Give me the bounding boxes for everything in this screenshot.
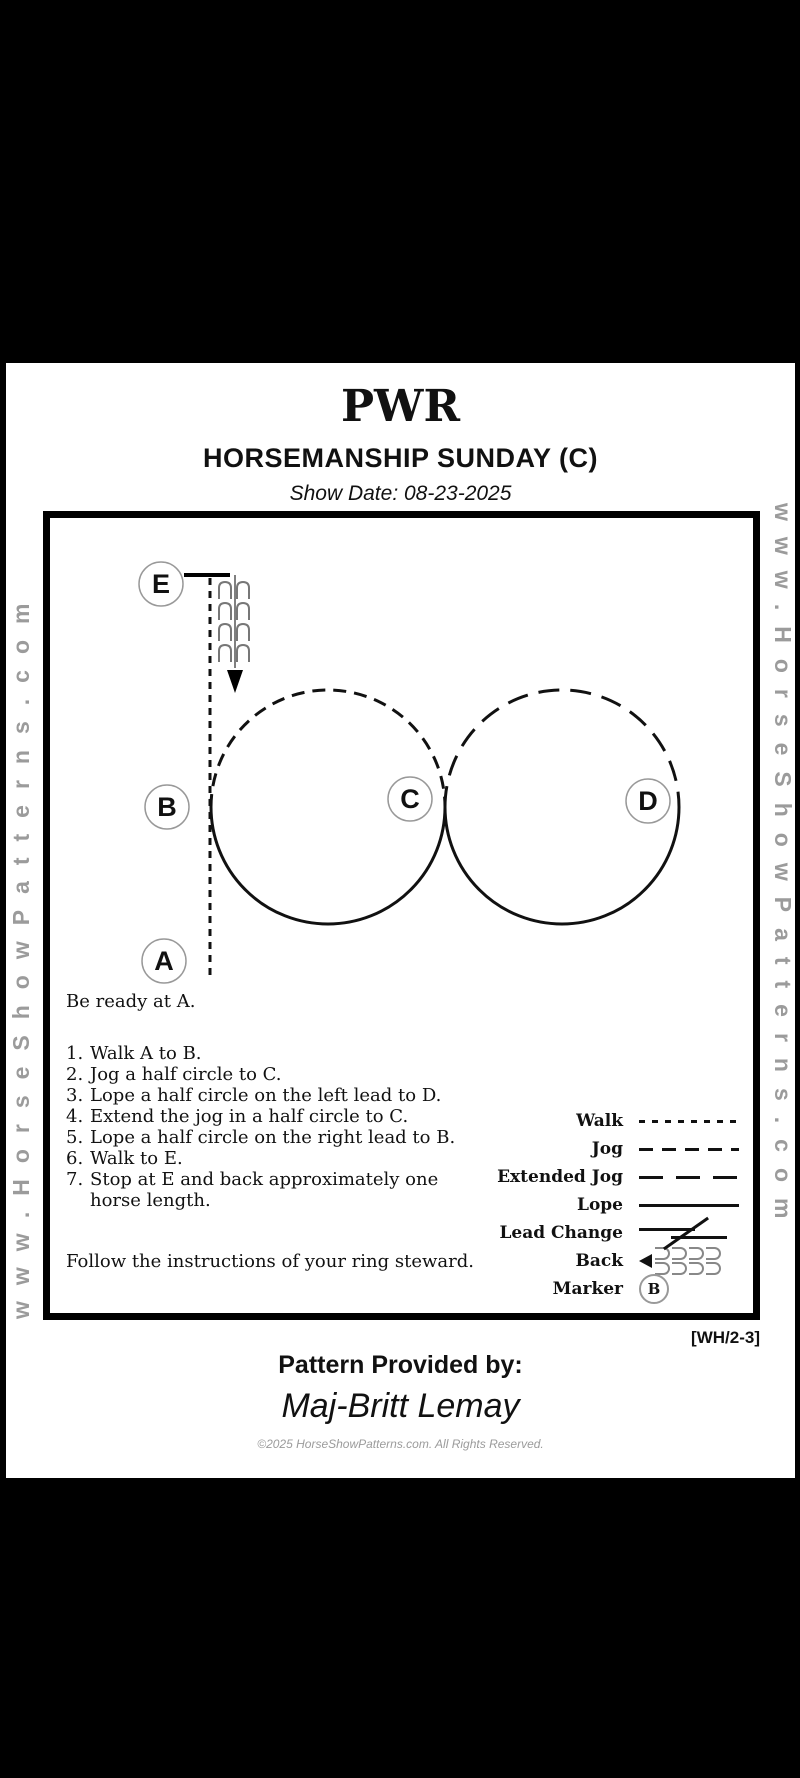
step-text: Stop at E and back approximately one horse length. [90,1169,439,1211]
step-text: Lope a half circle on the left lead to D. [90,1085,442,1106]
legend-label: Extended Jog [497,1167,623,1187]
back-symbol [639,1246,745,1276]
marker-d [626,779,670,823]
step-number: 1. [66,1043,84,1064]
legend-label: Back [575,1251,623,1271]
left-circle-lope-arc [211,807,445,924]
legend-row-extended-jog [473,1163,749,1191]
back-arrow-icon [639,1254,652,1268]
legend-row-lead-change [473,1219,749,1247]
legend-label: Marker [552,1279,623,1299]
legend [473,1107,749,1303]
step-text: Lope a half circle on the right lead to B. [90,1127,456,1148]
provided-by-name: Maj-Britt Lemay [281,1387,520,1425]
legend-label: Jog [591,1139,623,1159]
legend-row-walk [473,1107,749,1135]
step-text: Walk to E. [90,1148,183,1169]
right-circle-lope-arc [445,807,679,924]
marker-b-label: B [157,792,177,822]
step-row [66,1106,476,1127]
step-row [66,1085,476,1106]
instructions-outro: Follow the instructions of your ring steward. [66,1251,474,1272]
marker-d-label: D [638,786,658,816]
legend-label: Walk [576,1111,623,1131]
legend-label: Lead Change [499,1223,623,1243]
step-text: Walk A to B. [90,1043,202,1064]
copyright-text: ©2025 HorseShowPatterns.com. All Rights Reserved. [257,1437,544,1451]
step-number: 7. [66,1169,84,1190]
marker-sample-circle: B [639,1274,669,1304]
jog-line-sample [639,1148,745,1151]
instructions-list [66,1043,476,1211]
back-direction-arrow [227,670,243,693]
step-text: Extend the jog in a half circle to C. [90,1106,409,1127]
marker-e-label: E [151,569,171,599]
pattern-sheet-page [6,363,795,1478]
provided-by-label: Pattern Provided by: [278,1351,523,1379]
show-date: Show Date: 08-23-2025 [289,482,512,505]
marker-b [145,785,189,829]
pattern-code: [WH/2-3] [691,1328,760,1347]
step-number: 5. [66,1127,84,1148]
walk-line-sample [639,1120,745,1123]
step-text: Jog a half circle to C. [90,1064,282,1085]
step-row [66,1043,476,1064]
marker-e [139,562,183,606]
back-hoofprints [219,582,249,662]
marker-c [388,777,432,821]
marker-a [142,939,186,983]
class-subtitle: HORSEMANSHIP SUNDAY (C) [202,443,599,473]
legend-row-back [473,1247,749,1275]
marker-c-label: C [400,784,420,814]
legend-row-jog [473,1135,749,1163]
step-number: 2. [66,1064,84,1085]
step-number: 3. [66,1085,84,1106]
lope-line-sample [639,1204,745,1207]
lead-change-symbol [639,1220,745,1246]
step-row [66,1064,476,1085]
legend-row-marker [473,1275,749,1303]
step-row [66,1127,476,1148]
legend-label: Lope [577,1195,623,1215]
watermark-left: www.HorseShowPatterns.com [8,587,34,1319]
step-number: 4. [66,1106,84,1127]
step-number: 6. [66,1148,84,1169]
page-title: PWR [340,381,461,432]
marker-symbol [639,1274,745,1304]
step-row [66,1148,476,1169]
step-row [66,1169,476,1211]
extended-jog-line-sample [639,1176,745,1179]
instructions-intro: Be ready at A. [66,991,196,1012]
marker-a-label: A [154,946,174,976]
legend-row-lope [473,1191,749,1219]
watermark-right: www.HorseShowPatterns.com [770,503,796,1235]
